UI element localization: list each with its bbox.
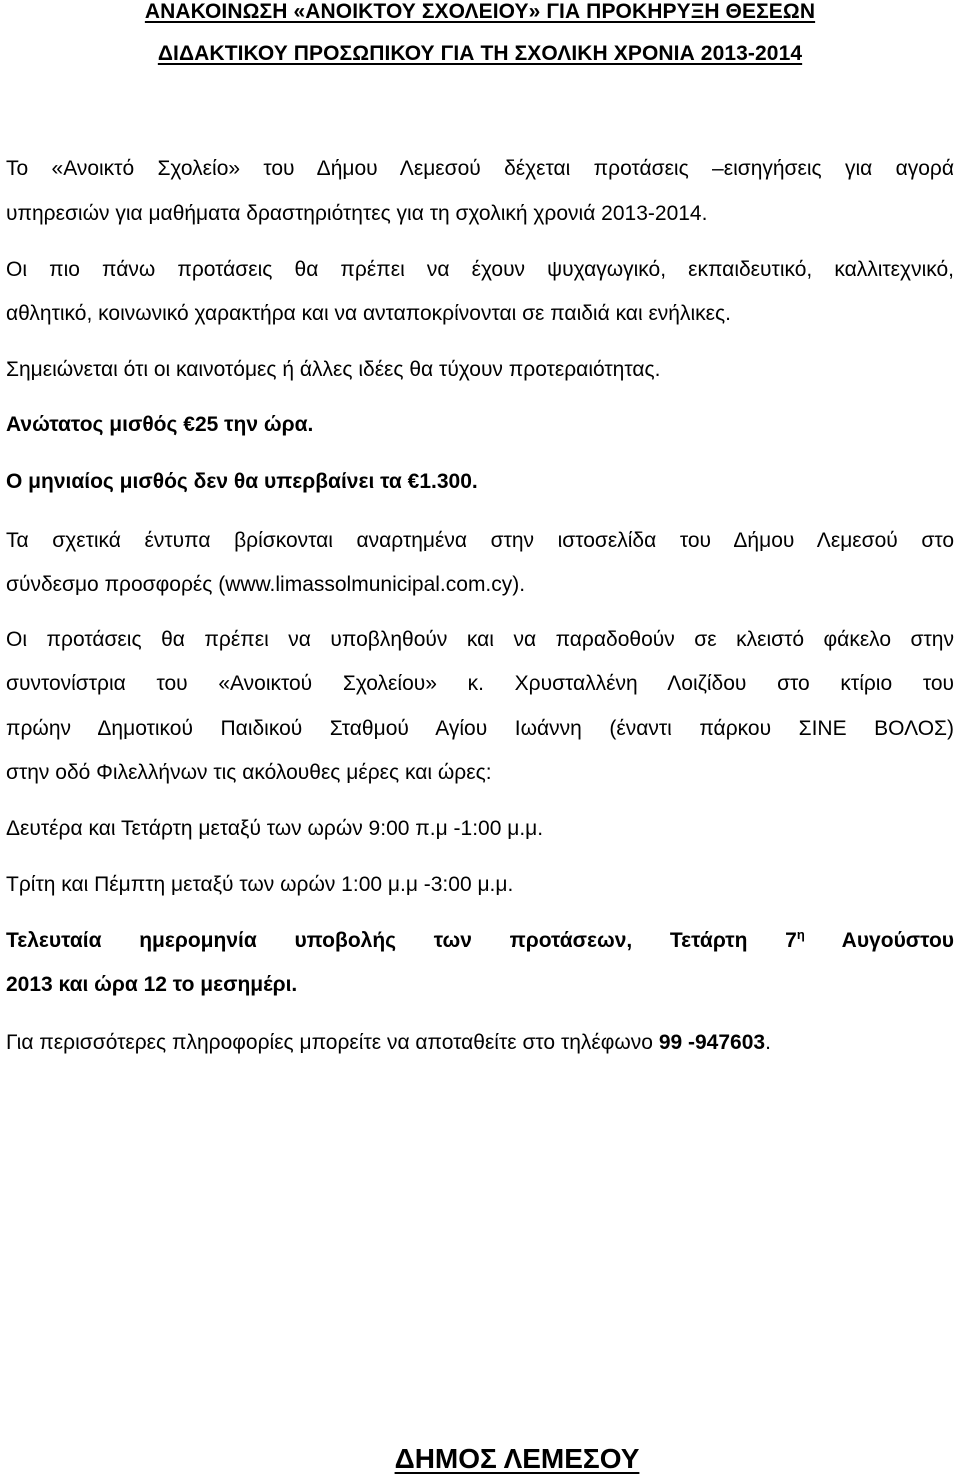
- submission-line-1: Οι προτάσεις θα πρέπει να υποβληθούν και να παραδοθούν σε κλειστό φάκελο στην: [6, 628, 954, 651]
- contact-text: Για περισσότερες πληροφορίες μπορείτε να αποταθείτε στο τηλέφωνο: [6, 1031, 659, 1054]
- submission-line-2: συντονίστρια του «Ανοικτού Σχολείου» κ. Χρυσταλλένη Λοιζίδου στο κτίριο του: [6, 672, 954, 695]
- contact-phone: 99 -947603: [658, 1031, 766, 1054]
- max-hourly-wage: Ανώτατος μισθός €25 την ώρα.: [6, 413, 314, 436]
- deadline-month: Αυγούστου: [841, 929, 954, 952]
- schedule-tue-thu: Τρίτη και Πέμπτη μεταξύ των ωρών 1:00 μ.μ -3:00 μ.μ.: [6, 873, 514, 896]
- forms-line-2: σύνδεσμο προσφορές (www.limassolmunicipal.com.cy).: [6, 573, 526, 596]
- footer-municipality: ΔΗΜΟΣ ΛΕΜΕΣΟΥ: [394, 1443, 640, 1474]
- deadline-line-2: 2013 και ώρα 12 το μεσημέρι.: [6, 973, 298, 996]
- contact-end: .: [765, 1031, 771, 1054]
- priority-note: Σημειώνεται ότι οι καινοτόμες ή άλλες ιδέες θα τύχουν προτεραιότητας.: [6, 358, 661, 381]
- character-line-2: αθλητικό, κοινωνικό χαρακτήρα και να ανταποκρίνονται σε παιδιά και ενήλικες.: [6, 302, 731, 325]
- deadline-day-suffix: η: [796, 927, 805, 942]
- character-line-1: Οι πιο πάνω προτάσεις θα πρέπει να έχουν ψυχαγωγικό, εκπαιδευτικό, καλλιτεχνικό,: [6, 258, 954, 281]
- intro-line-2: υπηρεσιών για μαθήματα δραστηριότητες για τη σχολική χρονιά 2013-2014.: [6, 202, 708, 225]
- announcement-title-line-2: ΔΙΔΑΚΤΙΚΟΥ ΠΡΟΣΩΠΙΚΟΥ ΓΙΑ ΤΗ ΣΧΟΛΙΚΗ ΧΡΟΝΙΑ 2013-2014: [157, 42, 803, 65]
- max-monthly-wage: Ο μηνιαίος μισθός δεν θα υπερβαίνει τα €1.300.: [6, 470, 478, 493]
- contact-line: [6, 1031, 954, 1055]
- forms-line-1: Τα σχετικά έντυπα βρίσκονται αναρτημένα στην ιστοσελίδα του Δήμου Λεμεσού στο: [6, 529, 954, 552]
- schedule-mon-wed: Δευτέρα και Τετάρτη μεταξύ των ωρών 9:00 π.μ -1:00 μ.μ.: [6, 817, 544, 840]
- intro-line-1: Το «Ανοικτό Σχολείο» του Δήμου Λεμεσού δέχεται προτάσεις –εισηγήσεις για αγορά: [6, 157, 954, 180]
- submission-line-4: στην οδό Φιλελλήνων τις ακόλουθες μέρες και ώρες:: [6, 761, 492, 784]
- announcement-title-line-1: ΑΝΑΚΟΙΝΩΣΗ «ΑΝΟΙΚΤΟΥ ΣΧΟΛΕΙΟΥ» ΓΙΑ ΠΡΟΚΗΡΥΞΗ ΘΕΣΕΩΝ: [144, 0, 816, 23]
- deadline-line-1: [6, 929, 954, 953]
- submission-line-3: πρώην Δημοτικού Παιδικού Σταθμού Αγίου Ιωάννη (έναντι πάρκου ΣΙΝΕ ΒΟΛΟΣ): [6, 717, 954, 740]
- deadline-text: Τελευταία ημερομηνία υποβολής των προτάσεων, Τετάρτη 7: [6, 929, 797, 952]
